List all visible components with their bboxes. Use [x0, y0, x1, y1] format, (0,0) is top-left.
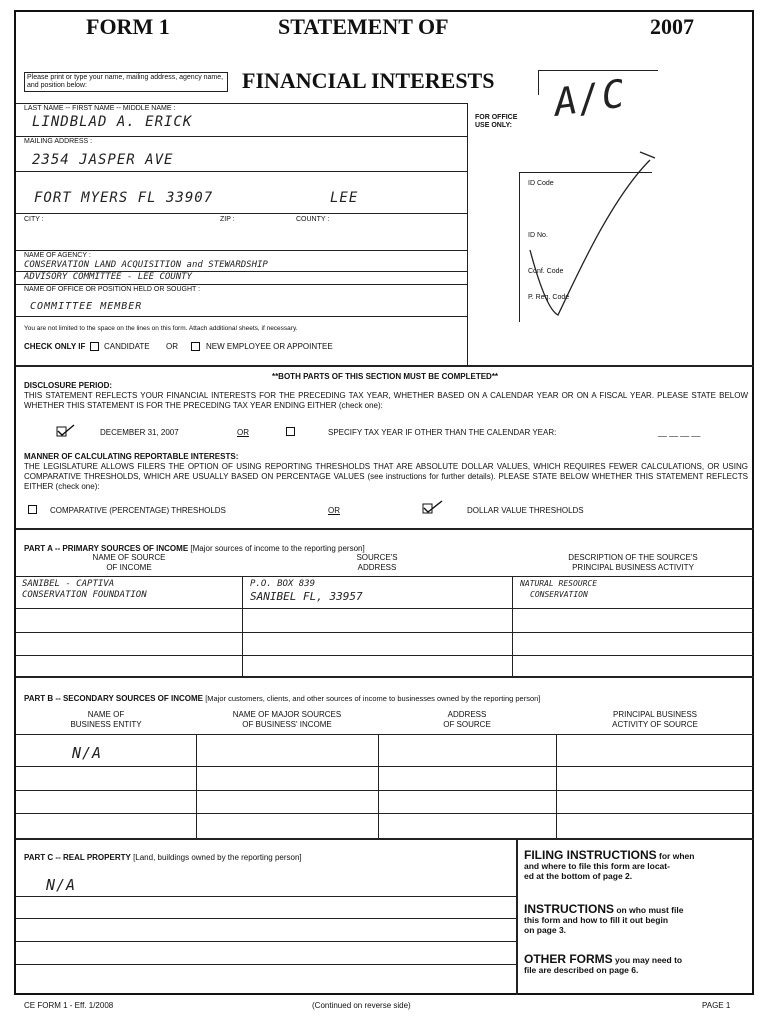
- table-line: [16, 790, 754, 791]
- section-divider: [16, 676, 754, 678]
- p-req-code-label: P. Req. Code: [528, 294, 570, 301]
- title-line1: STATEMENT OF: [278, 14, 449, 39]
- part-a-desc-line1[interactable]: NATURAL RESOURCE: [520, 579, 598, 588]
- divider: [16, 171, 467, 172]
- table-line: [16, 964, 516, 965]
- office-use-line2: USE ONLY:: [475, 122, 512, 129]
- manner-text: THE LEGISLATURE ALLOWS FILERS THE OPTION OF USING REPORTING THRESHOLDS THAT ARE ABSOLUTE DOLLAR VALUES, WHICH REQUIRES FEWER CALCULATIONS, OR USING COMPARATIVE THRESHOLDS, WHICH ARE USUALLY BASED ON PERCENTAGE VALUES (see instructions for further details). PLEASE STATE BELOW WHETHER THIS STATEMENT REFLECTS EITHER (check one):: [24, 462, 748, 491]
- section-divider: [16, 838, 754, 840]
- filing-instructions: FILING INSTRUCTIONS for when and where to file this form are locat- ed at the bottom of page 2.: [524, 848, 695, 881]
- table-line: [16, 608, 754, 609]
- part-a-source-line2[interactable]: CONSERVATION FOUNDATION: [22, 590, 147, 600]
- candidate-label: CANDIDATE: [104, 342, 150, 351]
- part-b-col4: PRINCIPAL BUSINESS ACTIVITY OF SOURCE: [612, 710, 698, 729]
- table-line: [16, 576, 754, 577]
- col-divider: [512, 576, 513, 676]
- table-line: [16, 766, 754, 767]
- candidate-checkbox[interactable]: [90, 342, 99, 351]
- city-label: CITY :: [24, 216, 44, 223]
- office-stamp: A/C: [551, 71, 629, 125]
- conf-code-label: Conf. Code: [528, 268, 564, 275]
- table-line: [16, 655, 754, 656]
- section-divider: [16, 528, 754, 530]
- manner-heading: MANNER OF CALCULATING REPORTABLE INTERESTS:: [24, 452, 239, 461]
- id-code-label: ID Code: [528, 180, 554, 187]
- agency-line2[interactable]: ADVISORY COMMITTEE - LEE COUNTY: [24, 272, 192, 282]
- part-a-col3: DESCRIPTION OF THE SOURCE'S PRINCIPAL BUSINESS ACTIVITY: [568, 553, 698, 572]
- part-c-divider: [516, 838, 518, 995]
- divider: [16, 136, 467, 137]
- new-employee-checkbox[interactable]: [191, 342, 200, 351]
- id-no-label: ID No.: [528, 232, 548, 239]
- disclosure-period-heading: DISCLOSURE PERIOD:: [24, 381, 113, 390]
- divider: [16, 284, 467, 285]
- stamp-line-v: [538, 70, 539, 95]
- stamp-line: [538, 70, 658, 71]
- other-forms-note: OTHER FORMS you may need to file are described on page 6.: [524, 952, 683, 975]
- part-b-col1: NAME OF BUSINESS ENTITY: [70, 710, 142, 729]
- new-employee-label: NEW EMPLOYEE OR APPOINTEE: [206, 342, 333, 351]
- table-line: [16, 941, 516, 942]
- name-label: LAST NAME -- FIRST NAME -- MIDDLE NAME :: [24, 105, 176, 112]
- table-line: [16, 918, 516, 919]
- address-value[interactable]: 2354 JASPER AVE: [32, 152, 174, 168]
- part-a-heading: PART A -- PRIMARY SOURCES OF INCOME [Major sources of income to the reporting person]: [24, 544, 365, 553]
- col-divider: [378, 734, 379, 838]
- part-b-col3: ADDRESS OF SOURCE: [443, 710, 491, 729]
- position-label: NAME OF OFFICE OR POSITION HELD OR SOUGHT :: [24, 286, 201, 293]
- zip-label: ZIP :: [220, 216, 235, 223]
- who-must-file-instructions: INSTRUCTIONS on who must file this form and how to fill it out begin on page 3.: [524, 902, 684, 935]
- office-divider: [467, 103, 468, 365]
- county-value[interactable]: LEE: [330, 190, 359, 206]
- office-checkmark-icon: [520, 140, 670, 325]
- section-divider: [16, 365, 754, 367]
- divider: [16, 250, 467, 251]
- part-a-col2: SOURCE'S ADDRESS: [356, 553, 398, 572]
- space-note: You are not limited to the space on the lines on this form. Attach additional sheets, if necessary.: [24, 325, 298, 332]
- address-label: MAILING ADDRESS :: [24, 138, 93, 145]
- part-c-entry[interactable]: N/A: [46, 876, 77, 894]
- form-year: 2007: [650, 14, 694, 39]
- or-label: OR: [328, 506, 340, 515]
- county-label: COUNTY :: [296, 216, 330, 223]
- part-b-entry[interactable]: N/A: [72, 744, 103, 762]
- or-label: OR: [166, 342, 178, 351]
- or-label: OR: [237, 428, 249, 437]
- divider: [16, 213, 467, 214]
- divider: [16, 316, 467, 317]
- comparative-checkbox[interactable]: [28, 505, 37, 514]
- part-b-col2: NAME OF MAJOR SOURCES OF BUSINESS' INCOME: [232, 710, 342, 729]
- footer-continued: (Continued on reverse side): [312, 1001, 411, 1010]
- agency-line1[interactable]: CONSERVATION LAND ACQUISITION and STEWARDSHIP: [24, 260, 268, 270]
- form-number: FORM 1: [86, 14, 170, 39]
- print-note: Please print or type your name, mailing address, agency name, and position below:: [24, 72, 228, 92]
- check-only-label: CHECK ONLY IF: [24, 342, 86, 351]
- part-b-heading: PART B -- SECONDARY SOURCES OF INCOME [Major customers, clients, and other sources of income to businesses owned by the reporting person]: [24, 694, 541, 703]
- position-value[interactable]: COMMITTEE MEMBER: [30, 301, 143, 312]
- option-dollar: DOLLAR VALUE THRESHOLDS: [467, 506, 584, 515]
- title-line2: FINANCIAL INTERESTS: [242, 68, 495, 93]
- table-line: [16, 896, 516, 897]
- option-comparative: COMPARATIVE (PERCENTAGE) THRESHOLDS: [50, 506, 226, 515]
- checked-box-icon[interactable]: [422, 500, 444, 516]
- col-divider: [242, 576, 243, 676]
- agency-label: NAME OF AGENCY :: [24, 252, 91, 259]
- checked-box-icon[interactable]: [56, 424, 76, 438]
- divider: [16, 103, 467, 104]
- table-line: [16, 734, 754, 735]
- option-other-year: SPECIFY TAX YEAR IF OTHER THAN THE CALENDAR YEAR:: [328, 428, 557, 437]
- table-line: [16, 632, 754, 633]
- part-a-source-line1[interactable]: SANIBEL - CAPTIVA: [22, 579, 115, 589]
- part-a-address-line1[interactable]: P.O. BOX 839: [250, 579, 316, 589]
- option-december: DECEMBER 31, 2007: [100, 428, 179, 437]
- col-divider: [196, 734, 197, 838]
- name-value[interactable]: LINDBLAD A. ERICK: [32, 114, 193, 130]
- disclosure-period-text: THIS STATEMENT REFLECTS YOUR FINANCIAL INTERESTS FOR THE PRECEDING TAX YEAR, WHETHER BASED ON A CALENDAR YEAR OR ON A FISCAL YEAR. PLEASE STATE BELOW WHETHER THIS STATEMENT IS FOR THE PRECEDING TAX YEAR ENDING EITHER (check one):: [24, 391, 748, 410]
- part-c-heading: PART C -- REAL PROPERTY [Land, buildings owned by the reporting person]: [24, 853, 302, 862]
- part-a-col1: NAME OF SOURCE OF INCOME: [92, 553, 166, 572]
- footer-page: PAGE 1: [702, 1001, 731, 1010]
- other-tax-year-checkbox[interactable]: [286, 427, 295, 436]
- office-use-line1: FOR OFFICE: [475, 114, 518, 121]
- col-divider: [556, 734, 557, 838]
- table-line: [16, 813, 754, 814]
- city-value[interactable]: FORT MYERS FL 33907: [34, 190, 214, 206]
- part-a-desc-line2[interactable]: CONSERVATION: [530, 590, 588, 599]
- part-a-address-line2[interactable]: SANIBEL FL, 33957: [250, 590, 363, 603]
- other-year-blank[interactable]: __ __ __ __: [658, 428, 701, 437]
- footer-form-id: CE FORM 1 - Eff. 1/2008: [24, 1001, 114, 1010]
- both-parts-notice: **BOTH PARTS OF THIS SECTION MUST BE COMPLETED**: [271, 372, 499, 381]
